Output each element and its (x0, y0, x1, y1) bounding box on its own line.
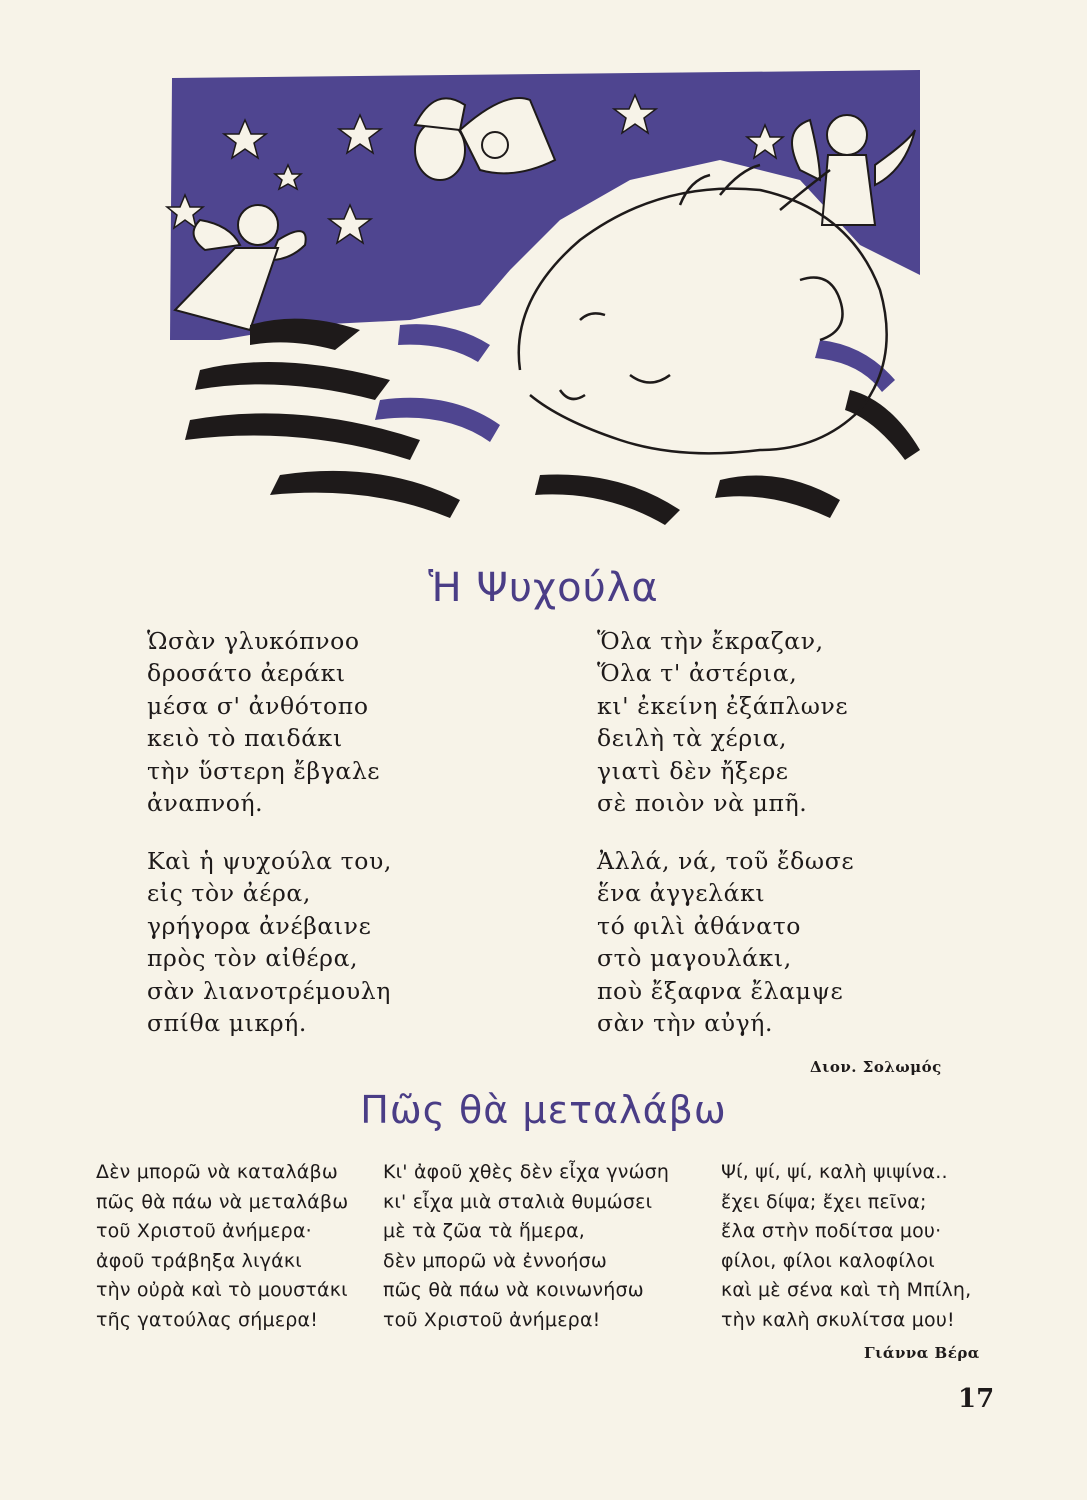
poem2-title: Πῶς θὰ μεταλάβω (360, 1088, 727, 1132)
poem-line: Ὡσὰν γλυκόπνοο (147, 627, 360, 655)
poem-line: μέσα σ' ἀνθότοπο (147, 691, 369, 720)
poem-line: ποὺ ἔξαφνα ἔλαμψε (597, 976, 844, 1005)
poem-line: τῆς γατούλας σήμερα! (96, 1308, 319, 1331)
poem1-stanza-3 (597, 625, 848, 819)
poem-line: ἕνα ἀγγελάκι (597, 879, 766, 908)
poem-line: φίλοι, φίλοι καλοφίλοι (721, 1249, 935, 1272)
poem-line: τοῦ Χριστοῦ ἀνήμερα! (383, 1308, 601, 1331)
poem-line: Δὲν μπορῶ νὰ καταλάβω (96, 1161, 338, 1183)
poem-line: καὶ μὲ σένα καὶ τὴ Μπίλη, (721, 1279, 972, 1301)
poem-line: ἔλα στὴν ποδίτσα μου· (721, 1220, 942, 1242)
poem-line: μὲ τὰ ζῶα τὰ ἥμερα, (383, 1220, 586, 1242)
poem-line: πρὸς τὸν αἰθέρα, (147, 944, 359, 973)
poem1-title: Ἡ Ψυχούλα (428, 565, 659, 611)
poem-line: κι' ἐκείνη ἐξάπλωνε (597, 691, 849, 720)
poem-line: Καὶ ἡ ψυχούλα του, (147, 847, 392, 875)
poem-line: τοῦ Χριστοῦ ἀνήμερα· (96, 1220, 312, 1242)
poem-line: ἀναπνοή. (147, 789, 264, 818)
poem2-stanza-2 (383, 1158, 669, 1335)
poem-line: σὰν λιανοτρέμουλη (147, 976, 391, 1005)
poem-line: Ἀλλά, νά, τοῦ ἔδωσε (597, 847, 855, 875)
poem-line: δὲν μπορῶ νὰ ἐννοήσω (383, 1249, 608, 1272)
poem-line: σπίθα μικρή. (147, 1009, 307, 1038)
poem-line: Ὅλα τὴν ἔκραζαν, (597, 627, 824, 655)
poem-line: τὴν καλὴ σκυλίτσα μου! (721, 1308, 955, 1331)
poem-line: ἔχει δίψα; ἔχει πεῖνα; (721, 1190, 927, 1213)
poem-line: στὸ μαγουλάκι, (597, 944, 792, 973)
poem-line: γρήγορα ἀνέβαινε (147, 911, 372, 940)
poem-line: Κι' ἀφοῦ χθὲς δὲν εἶχα γνώση (383, 1161, 670, 1183)
poem1-stanza-4 (597, 845, 854, 1039)
poem-line: κειὸ τὸ παιδάκι (147, 724, 343, 753)
poem-line: Ὅλα τ' ἀστέρια, (597, 659, 798, 688)
poem1-author: Διον. Σολωμός (810, 1058, 942, 1076)
poem-line: κι' εἶχα μιὰ σταλιὰ θυμώσει (383, 1190, 653, 1213)
poem-line: ἀφοῦ τράβηξα λιγάκι (96, 1249, 302, 1272)
poem2-stanza-1 (96, 1158, 348, 1335)
poem-line: Ψί, ψί, ψί, καλὴ ψιψίνα.. (721, 1161, 948, 1183)
poem-line: τὴν ὕστερη ἔβγαλε (147, 756, 381, 785)
poem-line: γιατὶ δὲν ἤξερε (597, 756, 789, 785)
poem-line: τὴν οὐρὰ καὶ τὸ μουστάκι (96, 1279, 348, 1301)
angel-top (415, 98, 555, 180)
poem2-author: Γιάννα Βέρα (864, 1344, 980, 1362)
poem-line: σὰν τὴν αὐγή. (597, 1009, 774, 1038)
poem-line: σὲ ποιὸν νὰ μπῆ. (597, 789, 808, 818)
poem2-stanza-3 (721, 1158, 971, 1335)
poem-line: πῶς θὰ πάω νὰ μεταλάβω (96, 1190, 349, 1213)
poem-line: εἰς τὸν ἀέρα, (147, 879, 311, 908)
poem-line: πῶς θὰ πάω νὰ κοινωνήσω (383, 1279, 644, 1301)
poem1-stanza-2 (147, 845, 392, 1039)
page-number: 17 (958, 1384, 995, 1414)
poem-line: δειλὴ τὰ χέρια, (597, 724, 788, 753)
poem1-stanza-1 (147, 625, 380, 819)
sleeping-child-illustration (160, 70, 935, 540)
poem-line: δροσάτο ἀεράκι (147, 659, 346, 688)
poem-line: τό φιλὶ ἀθάνατο (597, 911, 802, 940)
